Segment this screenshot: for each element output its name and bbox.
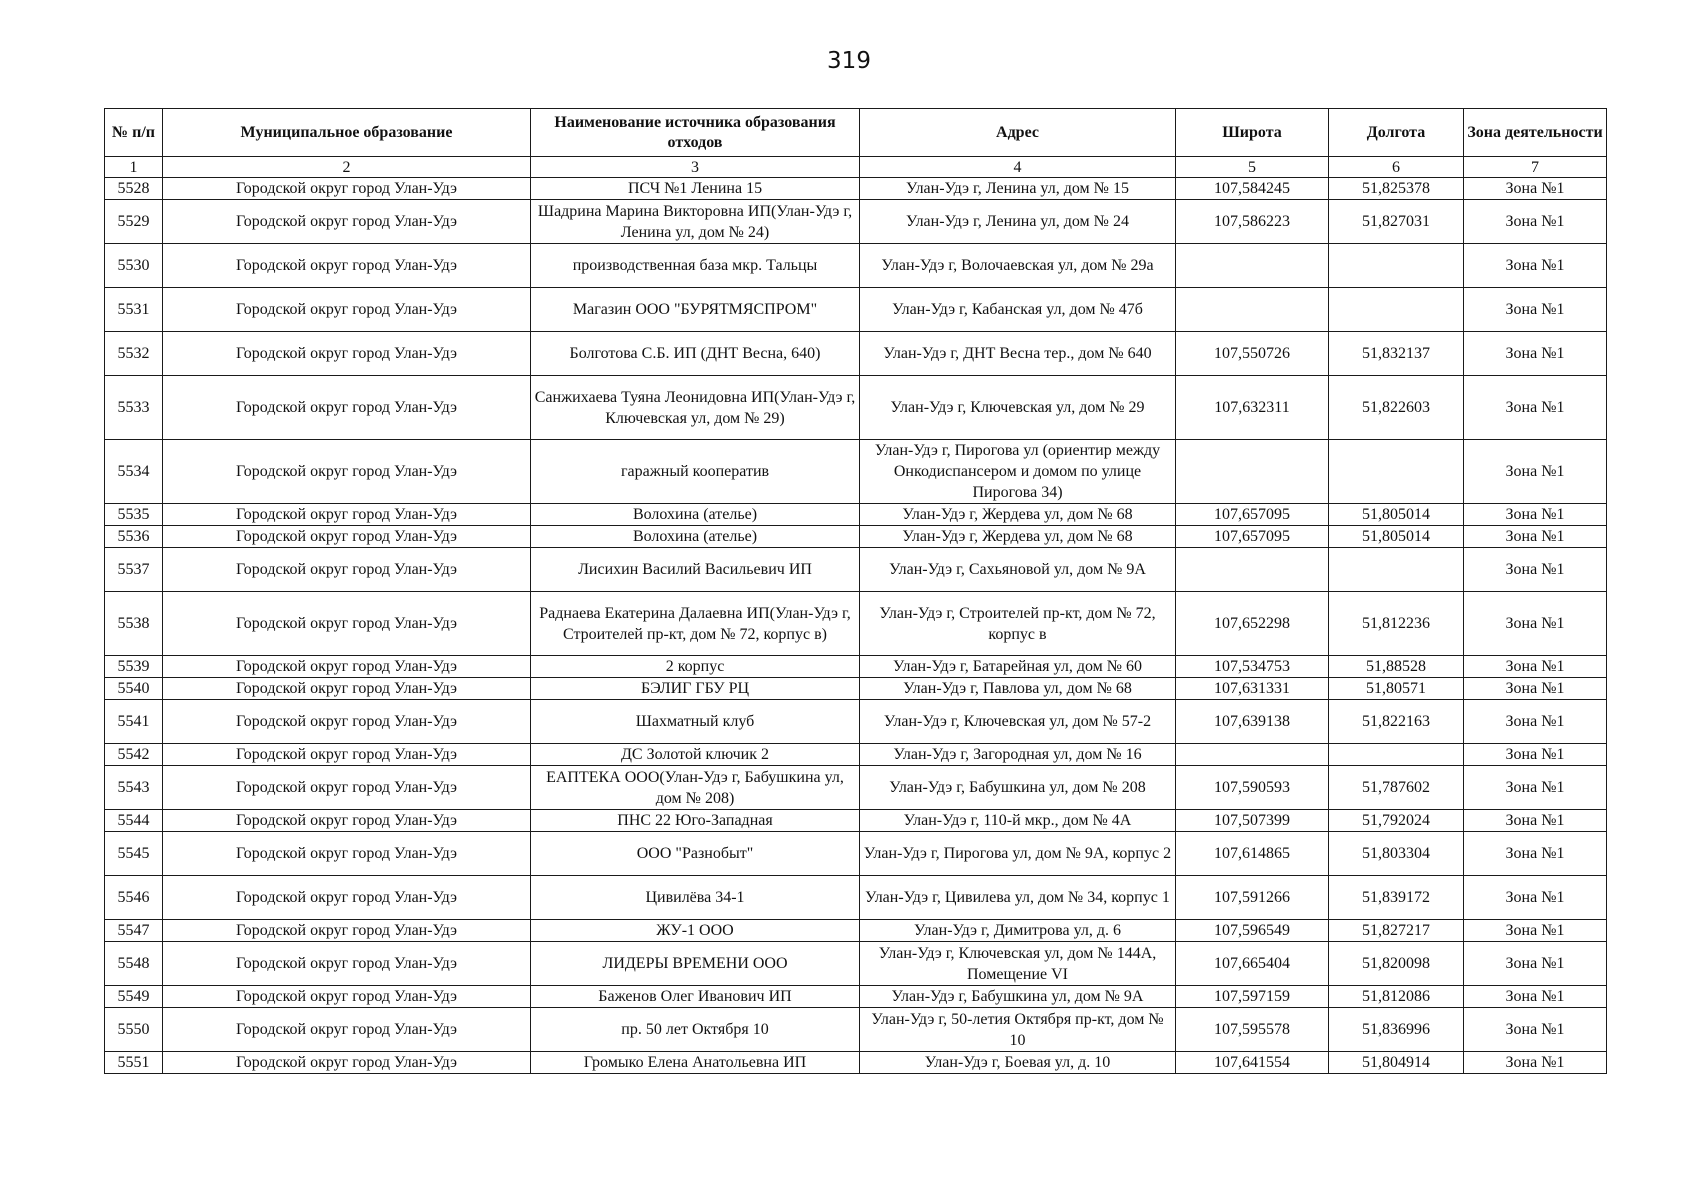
row-number: 5540 xyxy=(105,678,163,700)
longitude-cell: 51,812236 xyxy=(1329,592,1464,656)
zone-cell: Зона №1 xyxy=(1464,986,1607,1008)
table-row xyxy=(105,548,1607,592)
row-number: 5534 xyxy=(105,440,163,504)
latitude-cell: 107,631331 xyxy=(1176,678,1329,700)
municipality-cell: Городской округ город Улан-Удэ xyxy=(163,656,531,678)
source-name-cell: ДС Золотой ключик 2 xyxy=(531,744,860,766)
table-row xyxy=(105,766,1607,810)
table-row xyxy=(105,200,1607,244)
zone-cell: Зона №1 xyxy=(1464,440,1607,504)
table-row xyxy=(105,178,1607,200)
row-number: 5548 xyxy=(105,942,163,986)
municipality-cell: Городской округ город Улан-Удэ xyxy=(163,376,531,440)
latitude-cell: 107,591266 xyxy=(1176,876,1329,920)
municipality-cell: Городской округ город Улан-Удэ xyxy=(163,526,531,548)
table-row xyxy=(105,744,1607,766)
table-row xyxy=(105,244,1607,288)
address-cell: Улан-Удэ г, Строителей пр-кт, дом № 72, корпус в xyxy=(860,592,1176,656)
zone-cell: Зона №1 xyxy=(1464,178,1607,200)
municipality-cell: Городской округ город Улан-Удэ xyxy=(163,244,531,288)
row-number: 5543 xyxy=(105,766,163,810)
latitude-cell xyxy=(1176,440,1329,504)
table-row xyxy=(105,1008,1607,1052)
latitude-cell xyxy=(1176,548,1329,592)
row-number: 5547 xyxy=(105,920,163,942)
address-cell: Улан-Удэ г, Ключевская ул, дом № 29 xyxy=(860,376,1176,440)
longitude-cell: 51,820098 xyxy=(1329,942,1464,986)
longitude-cell: 51,805014 xyxy=(1329,504,1464,526)
header-municipality: Муниципальное образование xyxy=(163,109,531,157)
column-number: 2 xyxy=(163,157,531,178)
table-header-row xyxy=(105,109,1607,157)
header-latitude: Широта xyxy=(1176,109,1329,157)
latitude-cell xyxy=(1176,744,1329,766)
address-cell: Улан-Удэ г, Пирогова ул (ориентир между Онкодиспансером и домом по улице Пирогова 34) xyxy=(860,440,1176,504)
column-number: 5 xyxy=(1176,157,1329,178)
zone-cell: Зона №1 xyxy=(1464,592,1607,656)
address-cell: Улан-Удэ г, 110-й мкр., дом № 4А xyxy=(860,810,1176,832)
source-name-cell: Магазин ООО "БУРЯТМЯСПРОМ" xyxy=(531,288,860,332)
row-number: 5544 xyxy=(105,810,163,832)
latitude-cell: 107,641554 xyxy=(1176,1052,1329,1074)
table-row xyxy=(105,920,1607,942)
address-cell: Улан-Удэ г, Пирогова ул, дом № 9А, корпус 2 xyxy=(860,832,1176,876)
address-cell: Улан-Удэ г, 50-летия Октября пр-кт, дом № 10 xyxy=(860,1008,1176,1052)
longitude-cell: 51,803304 xyxy=(1329,832,1464,876)
longitude-cell xyxy=(1329,244,1464,288)
zone-cell: Зона №1 xyxy=(1464,832,1607,876)
longitude-cell xyxy=(1329,744,1464,766)
source-name-cell: Раднаева Екатерина Далаевна ИП(Улан-Удэ г, Строителей пр-кт, дом № 72, корпус в) xyxy=(531,592,860,656)
municipality-cell: Городской округ город Улан-Удэ xyxy=(163,1052,531,1074)
municipality-cell: Городской округ город Улан-Удэ xyxy=(163,548,531,592)
municipality-cell: Городской округ город Улан-Удэ xyxy=(163,178,531,200)
table-row xyxy=(105,526,1607,548)
latitude-cell: 107,652298 xyxy=(1176,592,1329,656)
zone-cell: Зона №1 xyxy=(1464,200,1607,244)
address-cell: Улан-Удэ г, Жердева ул, дом № 68 xyxy=(860,526,1176,548)
row-number: 5541 xyxy=(105,700,163,744)
longitude-cell xyxy=(1329,548,1464,592)
table-row xyxy=(105,700,1607,744)
source-name-cell: ООО "Разнобыт" xyxy=(531,832,860,876)
address-cell: Улан-Удэ г, Ключевская ул, дом № 144А, Помещение VI xyxy=(860,942,1176,986)
source-name-cell: производственная база мкр. Тальцы xyxy=(531,244,860,288)
row-number: 5532 xyxy=(105,332,163,376)
zone-cell: Зона №1 xyxy=(1464,1008,1607,1052)
table-row xyxy=(105,942,1607,986)
row-number: 5551 xyxy=(105,1052,163,1074)
address-cell: Улан-Удэ г, Цивилева ул, дом № 34, корпус 1 xyxy=(860,876,1176,920)
address-cell: Улан-Удэ г, ДНТ Весна тер., дом № 640 xyxy=(860,332,1176,376)
source-name-cell: Шадрина Марина Викторовна ИП(Улан-Удэ г, Ленина ул, дом № 24) xyxy=(531,200,860,244)
municipality-cell: Городской округ город Улан-Удэ xyxy=(163,504,531,526)
address-cell: Улан-Удэ г, Сахьяновой ул, дом № 9А xyxy=(860,548,1176,592)
zone-cell: Зона №1 xyxy=(1464,700,1607,744)
header-number: № п/п xyxy=(105,109,163,157)
row-number: 5539 xyxy=(105,656,163,678)
longitude-cell xyxy=(1329,288,1464,332)
zone-cell: Зона №1 xyxy=(1464,504,1607,526)
longitude-cell xyxy=(1329,440,1464,504)
header-longitude: Долгота xyxy=(1329,109,1464,157)
table-row xyxy=(105,810,1607,832)
source-name-cell: ПНС 22 Юго-Западная xyxy=(531,810,860,832)
latitude-cell: 107,586223 xyxy=(1176,200,1329,244)
source-name-cell: ЛИДЕРЫ ВРЕМЕНИ ООО xyxy=(531,942,860,986)
municipality-cell: Городской округ город Улан-Удэ xyxy=(163,766,531,810)
table-row xyxy=(105,592,1607,656)
zone-cell: Зона №1 xyxy=(1464,244,1607,288)
row-number: 5535 xyxy=(105,504,163,526)
source-name-cell: Цивилёва 34-1 xyxy=(531,876,860,920)
row-number: 5542 xyxy=(105,744,163,766)
longitude-cell: 51,825378 xyxy=(1329,178,1464,200)
table-row xyxy=(105,876,1607,920)
municipality-cell: Городской округ город Улан-Удэ xyxy=(163,1008,531,1052)
table-row xyxy=(105,440,1607,504)
longitude-cell: 51,832137 xyxy=(1329,332,1464,376)
table-row xyxy=(105,656,1607,678)
zone-cell: Зона №1 xyxy=(1464,744,1607,766)
header-address: Адрес xyxy=(860,109,1176,157)
row-number: 5530 xyxy=(105,244,163,288)
row-number: 5537 xyxy=(105,548,163,592)
zone-cell: Зона №1 xyxy=(1464,332,1607,376)
municipality-cell: Городской округ город Улан-Удэ xyxy=(163,332,531,376)
longitude-cell: 51,805014 xyxy=(1329,526,1464,548)
zone-cell: Зона №1 xyxy=(1464,766,1607,810)
latitude-cell: 107,665404 xyxy=(1176,942,1329,986)
source-name-cell: Волохина (ателье) xyxy=(531,504,860,526)
table-row xyxy=(105,678,1607,700)
source-name-cell: Громыко Елена Анатольевна ИП xyxy=(531,1052,860,1074)
latitude-cell: 107,614865 xyxy=(1176,832,1329,876)
table-row xyxy=(105,288,1607,332)
longitude-cell: 51,827217 xyxy=(1329,920,1464,942)
address-cell: Улан-Удэ г, Кабанская ул, дом № 47б xyxy=(860,288,1176,332)
page-number: 319 xyxy=(827,48,871,74)
column-number: 6 xyxy=(1329,157,1464,178)
address-cell: Улан-Удэ г, Павлова ул, дом № 68 xyxy=(860,678,1176,700)
latitude-cell: 107,632311 xyxy=(1176,376,1329,440)
latitude-cell: 107,507399 xyxy=(1176,810,1329,832)
municipality-cell: Городской округ город Улан-Удэ xyxy=(163,986,531,1008)
header-source-name: Наименование источника образования отходов xyxy=(531,109,860,157)
waste-sources-table xyxy=(104,108,1607,1074)
row-number: 5550 xyxy=(105,1008,163,1052)
latitude-cell: 107,639138 xyxy=(1176,700,1329,744)
table-row xyxy=(105,376,1607,440)
column-number: 4 xyxy=(860,157,1176,178)
row-number: 5533 xyxy=(105,376,163,440)
source-name-cell: Болготова С.Б. ИП (ДНТ Весна, 640) xyxy=(531,332,860,376)
longitude-cell: 51,822163 xyxy=(1329,700,1464,744)
municipality-cell: Городской округ город Улан-Удэ xyxy=(163,200,531,244)
table-row xyxy=(105,986,1607,1008)
address-cell: Улан-Удэ г, Жердева ул, дом № 68 xyxy=(860,504,1176,526)
longitude-cell: 51,836996 xyxy=(1329,1008,1464,1052)
address-cell: Улан-Удэ г, Волочаевская ул, дом № 29а xyxy=(860,244,1176,288)
table-row xyxy=(105,504,1607,526)
source-name-cell: пр. 50 лет Октября 10 xyxy=(531,1008,860,1052)
zone-cell: Зона №1 xyxy=(1464,288,1607,332)
latitude-cell: 107,597159 xyxy=(1176,986,1329,1008)
column-number-row xyxy=(105,157,1607,178)
latitude-cell: 107,657095 xyxy=(1176,504,1329,526)
municipality-cell: Городской округ город Улан-Удэ xyxy=(163,700,531,744)
source-name-cell: гаражный кооператив xyxy=(531,440,860,504)
zone-cell: Зона №1 xyxy=(1464,526,1607,548)
municipality-cell: Городской округ город Улан-Удэ xyxy=(163,920,531,942)
latitude-cell: 107,584245 xyxy=(1176,178,1329,200)
column-number: 3 xyxy=(531,157,860,178)
address-cell: Улан-Удэ г, Ключевская ул, дом № 57-2 xyxy=(860,700,1176,744)
longitude-cell: 51,827031 xyxy=(1329,200,1464,244)
municipality-cell: Городской округ город Улан-Удэ xyxy=(163,592,531,656)
source-name-cell: БЭЛИГ ГБУ РЦ xyxy=(531,678,860,700)
column-number: 1 xyxy=(105,157,163,178)
latitude-cell xyxy=(1176,288,1329,332)
header-zone: Зона деятельности xyxy=(1464,109,1607,157)
table-row xyxy=(105,1052,1607,1074)
latitude-cell: 107,550726 xyxy=(1176,332,1329,376)
row-number: 5546 xyxy=(105,876,163,920)
source-name-cell: Лисихин Василий Васильевич ИП xyxy=(531,548,860,592)
longitude-cell: 51,787602 xyxy=(1329,766,1464,810)
latitude-cell: 107,595578 xyxy=(1176,1008,1329,1052)
address-cell: Улан-Удэ г, Боевая ул, д. 10 xyxy=(860,1052,1176,1074)
municipality-cell: Городской округ город Улан-Удэ xyxy=(163,832,531,876)
row-number: 5531 xyxy=(105,288,163,332)
municipality-cell: Городской округ город Улан-Удэ xyxy=(163,678,531,700)
source-name-cell: Баженов Олег Иванович ИП xyxy=(531,986,860,1008)
table-row xyxy=(105,332,1607,376)
address-cell: Улан-Удэ г, Бабушкина ул, дом № 9А xyxy=(860,986,1176,1008)
address-cell: Улан-Удэ г, Ленина ул, дом № 24 xyxy=(860,200,1176,244)
longitude-cell: 51,839172 xyxy=(1329,876,1464,920)
zone-cell: Зона №1 xyxy=(1464,678,1607,700)
zone-cell: Зона №1 xyxy=(1464,656,1607,678)
source-name-cell: Санжихаева Туяна Леонидовна ИП(Улан-Удэ г, Ключевская ул, дом № 29) xyxy=(531,376,860,440)
longitude-cell: 51,812086 xyxy=(1329,986,1464,1008)
address-cell: Улан-Удэ г, Бабушкина ул, дом № 208 xyxy=(860,766,1176,810)
source-name-cell: ЖУ-1 ООО xyxy=(531,920,860,942)
address-cell: Улан-Удэ г, Димитрова ул, д. 6 xyxy=(860,920,1176,942)
row-number: 5538 xyxy=(105,592,163,656)
zone-cell: Зона №1 xyxy=(1464,942,1607,986)
municipality-cell: Городской округ город Улан-Удэ xyxy=(163,942,531,986)
row-number: 5545 xyxy=(105,832,163,876)
row-number: 5549 xyxy=(105,986,163,1008)
source-name-cell: Шахматный клуб xyxy=(531,700,860,744)
municipality-cell: Городской округ город Улан-Удэ xyxy=(163,744,531,766)
row-number: 5536 xyxy=(105,526,163,548)
zone-cell: Зона №1 xyxy=(1464,810,1607,832)
longitude-cell: 51,88528 xyxy=(1329,656,1464,678)
zone-cell: Зона №1 xyxy=(1464,548,1607,592)
latitude-cell: 107,534753 xyxy=(1176,656,1329,678)
latitude-cell: 107,657095 xyxy=(1176,526,1329,548)
longitude-cell: 51,804914 xyxy=(1329,1052,1464,1074)
row-number: 5528 xyxy=(105,178,163,200)
source-name-cell: ЕАПТЕКА ООО(Улан-Удэ г, Бабушкина ул, дом № 208) xyxy=(531,766,860,810)
row-number: 5529 xyxy=(105,200,163,244)
source-name-cell: Волохина (ателье) xyxy=(531,526,860,548)
address-cell: Улан-Удэ г, Ленина ул, дом № 15 xyxy=(860,178,1176,200)
latitude-cell xyxy=(1176,244,1329,288)
latitude-cell: 107,596549 xyxy=(1176,920,1329,942)
zone-cell: Зона №1 xyxy=(1464,376,1607,440)
column-number: 7 xyxy=(1464,157,1607,178)
longitude-cell: 51,792024 xyxy=(1329,810,1464,832)
address-cell: Улан-Удэ г, Загородная ул, дом № 16 xyxy=(860,744,1176,766)
source-name-cell: ПСЧ №1 Ленина 15 xyxy=(531,178,860,200)
municipality-cell: Городской округ город Улан-Удэ xyxy=(163,288,531,332)
zone-cell: Зона №1 xyxy=(1464,876,1607,920)
longitude-cell: 51,822603 xyxy=(1329,376,1464,440)
longitude-cell: 51,80571 xyxy=(1329,678,1464,700)
latitude-cell: 107,590593 xyxy=(1176,766,1329,810)
source-name-cell: 2 корпус xyxy=(531,656,860,678)
municipality-cell: Городской округ город Улан-Удэ xyxy=(163,876,531,920)
address-cell: Улан-Удэ г, Батарейная ул, дом № 60 xyxy=(860,656,1176,678)
zone-cell: Зона №1 xyxy=(1464,920,1607,942)
municipality-cell: Городской округ город Улан-Удэ xyxy=(163,440,531,504)
table-row xyxy=(105,832,1607,876)
zone-cell: Зона №1 xyxy=(1464,1052,1607,1074)
municipality-cell: Городской округ город Улан-Удэ xyxy=(163,810,531,832)
